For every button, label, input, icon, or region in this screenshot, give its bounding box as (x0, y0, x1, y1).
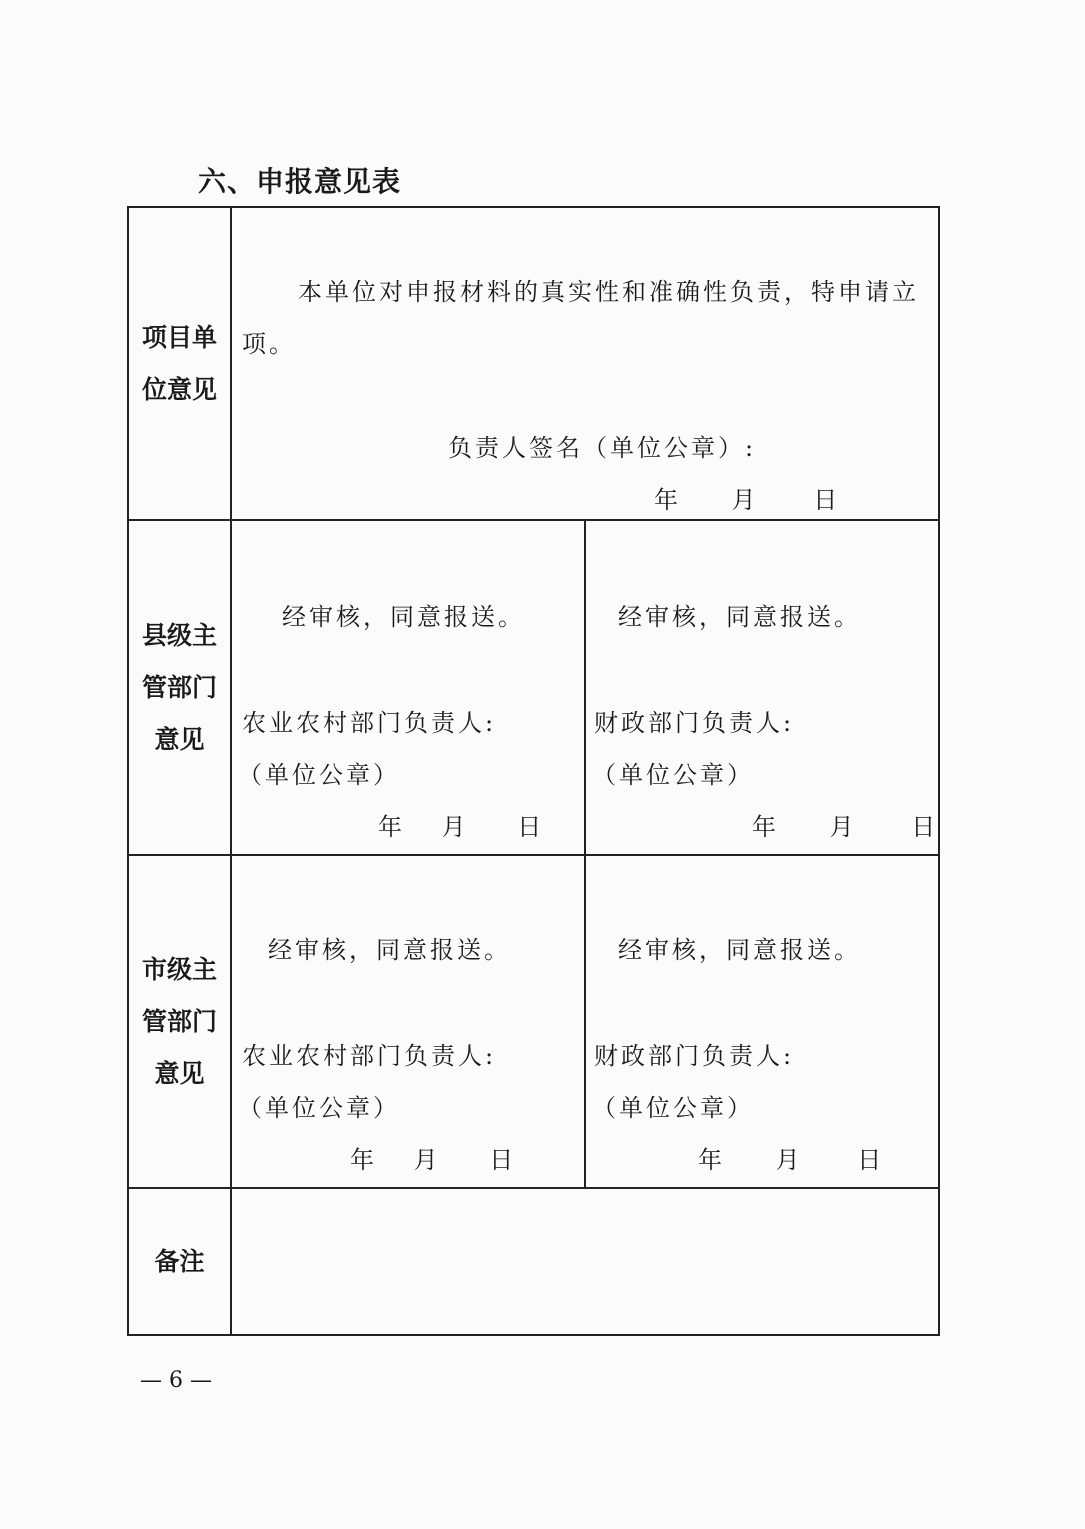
date-day: 日 (911, 813, 939, 841)
date-month: 月 (413, 1146, 441, 1174)
date-year: 年 (350, 1146, 377, 1174)
unit-opinion-label: 项目单 位意见 (128, 207, 231, 520)
city-finance-seal: （单位公章） (592, 1094, 754, 1122)
unit-opinion-cell (231, 207, 939, 520)
page-title: 六、申报意见表 (198, 165, 402, 198)
county-agri-date-line (378, 807, 544, 842)
county-opinion-label: 县级主 管部门 意见 (128, 520, 231, 855)
city-finance-approval: 经审核，同意报送。 (618, 936, 861, 964)
county-agriculture-cell (231, 520, 585, 855)
unit-signature-label: 负责人签名（单位公章）: (448, 434, 757, 462)
county-finance-approval: 经审核，同意报送。 (618, 603, 861, 631)
county-agri-seal: （单位公章） (238, 761, 400, 789)
city-opinion-row (128, 855, 939, 1188)
county-agri-approval: 经审核，同意报送。 (282, 603, 525, 631)
date-year: 年 (752, 813, 779, 841)
county-agri-responsible: 农业农村部门负责人: (242, 709, 497, 737)
city-agri-responsible: 农业农村部门负责人: (242, 1042, 497, 1070)
county-finance-responsible: 财政部门负责人: (594, 709, 795, 737)
remarks-cell[interactable] (231, 1188, 939, 1335)
remarks-label: 备注 (128, 1188, 231, 1335)
date-year: 年 (698, 1146, 725, 1174)
county-opinion-row (128, 520, 939, 855)
city-agriculture-cell (231, 855, 585, 1188)
application-opinion-table (127, 206, 940, 1336)
date-month: 月 (441, 813, 469, 841)
date-day: 日 (517, 813, 545, 841)
city-opinion-label: 市级主 管部门 意见 (128, 855, 231, 1188)
city-finance-responsible: 财政部门负责人: (594, 1042, 795, 1070)
date-day: 日 (489, 1146, 517, 1174)
remarks-row (128, 1188, 939, 1335)
city-agri-approval: 经审核，同意报送。 (268, 936, 511, 964)
county-finance-cell (585, 520, 939, 855)
unit-opinion-row (128, 207, 939, 520)
unit-statement-line2: 项。 (242, 330, 296, 358)
city-agri-seal: （单位公章） (238, 1094, 400, 1122)
date-month: 月 (775, 1146, 803, 1174)
date-month: 月 (829, 813, 857, 841)
city-finance-date-line (698, 1140, 884, 1175)
city-finance-cell (585, 855, 939, 1188)
date-year: 年 (654, 486, 681, 514)
unit-date-line (654, 480, 840, 515)
city-agri-date-line (350, 1140, 516, 1175)
date-month: 月 (731, 486, 759, 514)
county-finance-date-line (752, 807, 938, 842)
county-finance-seal: （单位公章） (592, 761, 754, 789)
date-day: 日 (813, 486, 841, 514)
page-number: — 6 — (140, 1368, 212, 1393)
date-day: 日 (857, 1146, 885, 1174)
unit-statement-line1: 本单位对申报材料的真实性和准确性负责，特申请立 (298, 278, 919, 306)
date-year: 年 (378, 813, 405, 841)
